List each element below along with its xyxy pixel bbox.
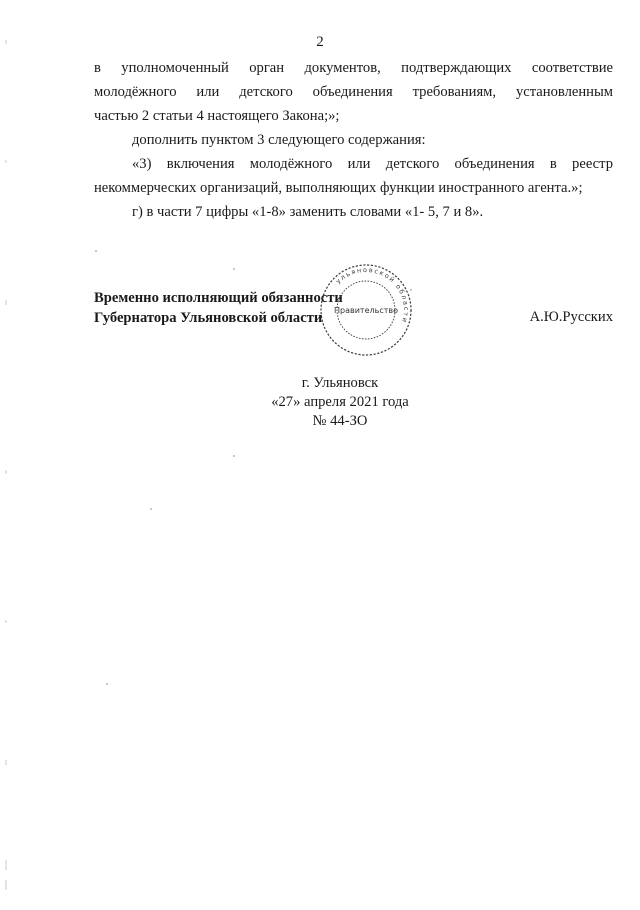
paragraph-1-line-2: молодёжного или детского объединения требованиям, установленным bbox=[94, 84, 613, 100]
official-seal-stamp bbox=[318, 262, 414, 358]
signatory-position-line-2: Губернатора Ульяновской области bbox=[94, 310, 323, 326]
signing-city: г. Ульяновск bbox=[301, 375, 379, 391]
scan-speck bbox=[233, 455, 235, 457]
paragraph-3-line-2: некоммерческих организаций, выполняющих функции иностранного агента.»; bbox=[94, 180, 583, 196]
signing-place-date bbox=[0, 374, 640, 431]
seal-ring-text: ульяновской области bbox=[334, 265, 411, 325]
paragraph-2 bbox=[94, 128, 613, 152]
scan-speck bbox=[233, 268, 235, 270]
scan-edge-marks bbox=[4, 0, 8, 905]
page-number: 2 bbox=[316, 34, 324, 50]
signatory-name: А.Ю.Русских bbox=[529, 309, 613, 325]
paragraph-3-line-1: «3) включения молодёжного или детского объединения в реестр bbox=[132, 156, 613, 172]
seal-center-text: Правительство bbox=[334, 306, 398, 315]
svg-text:ульяновской области bbox=[334, 266, 410, 325]
paragraph-2-line-1: дополнить пунктом 3 следующего содержания: bbox=[132, 132, 426, 148]
law-number: № 44-ЗО bbox=[312, 413, 368, 429]
paragraph-1-line-1: в уполномоченный орган документов, подтверждающих соответствие bbox=[94, 60, 613, 76]
signing-date: «27» апреля 2021 года bbox=[271, 394, 409, 410]
paragraph-4 bbox=[94, 200, 613, 224]
signatory-position-line-1: Временно исполняющий обязанности bbox=[94, 290, 343, 306]
scan-speck bbox=[106, 683, 108, 685]
paragraph-4-line-1: г) в части 7 цифры «1-8» заменить словами «1- 5, 7 и 8». bbox=[132, 204, 484, 220]
signatory-position bbox=[94, 288, 343, 328]
scan-speck bbox=[95, 250, 97, 252]
scan-speck bbox=[150, 508, 152, 510]
paragraph-1 bbox=[94, 56, 613, 128]
paragraph-3 bbox=[94, 152, 613, 200]
paragraph-1-line-3: частью 2 статьи 4 настоящего Закона;»; bbox=[94, 108, 340, 124]
